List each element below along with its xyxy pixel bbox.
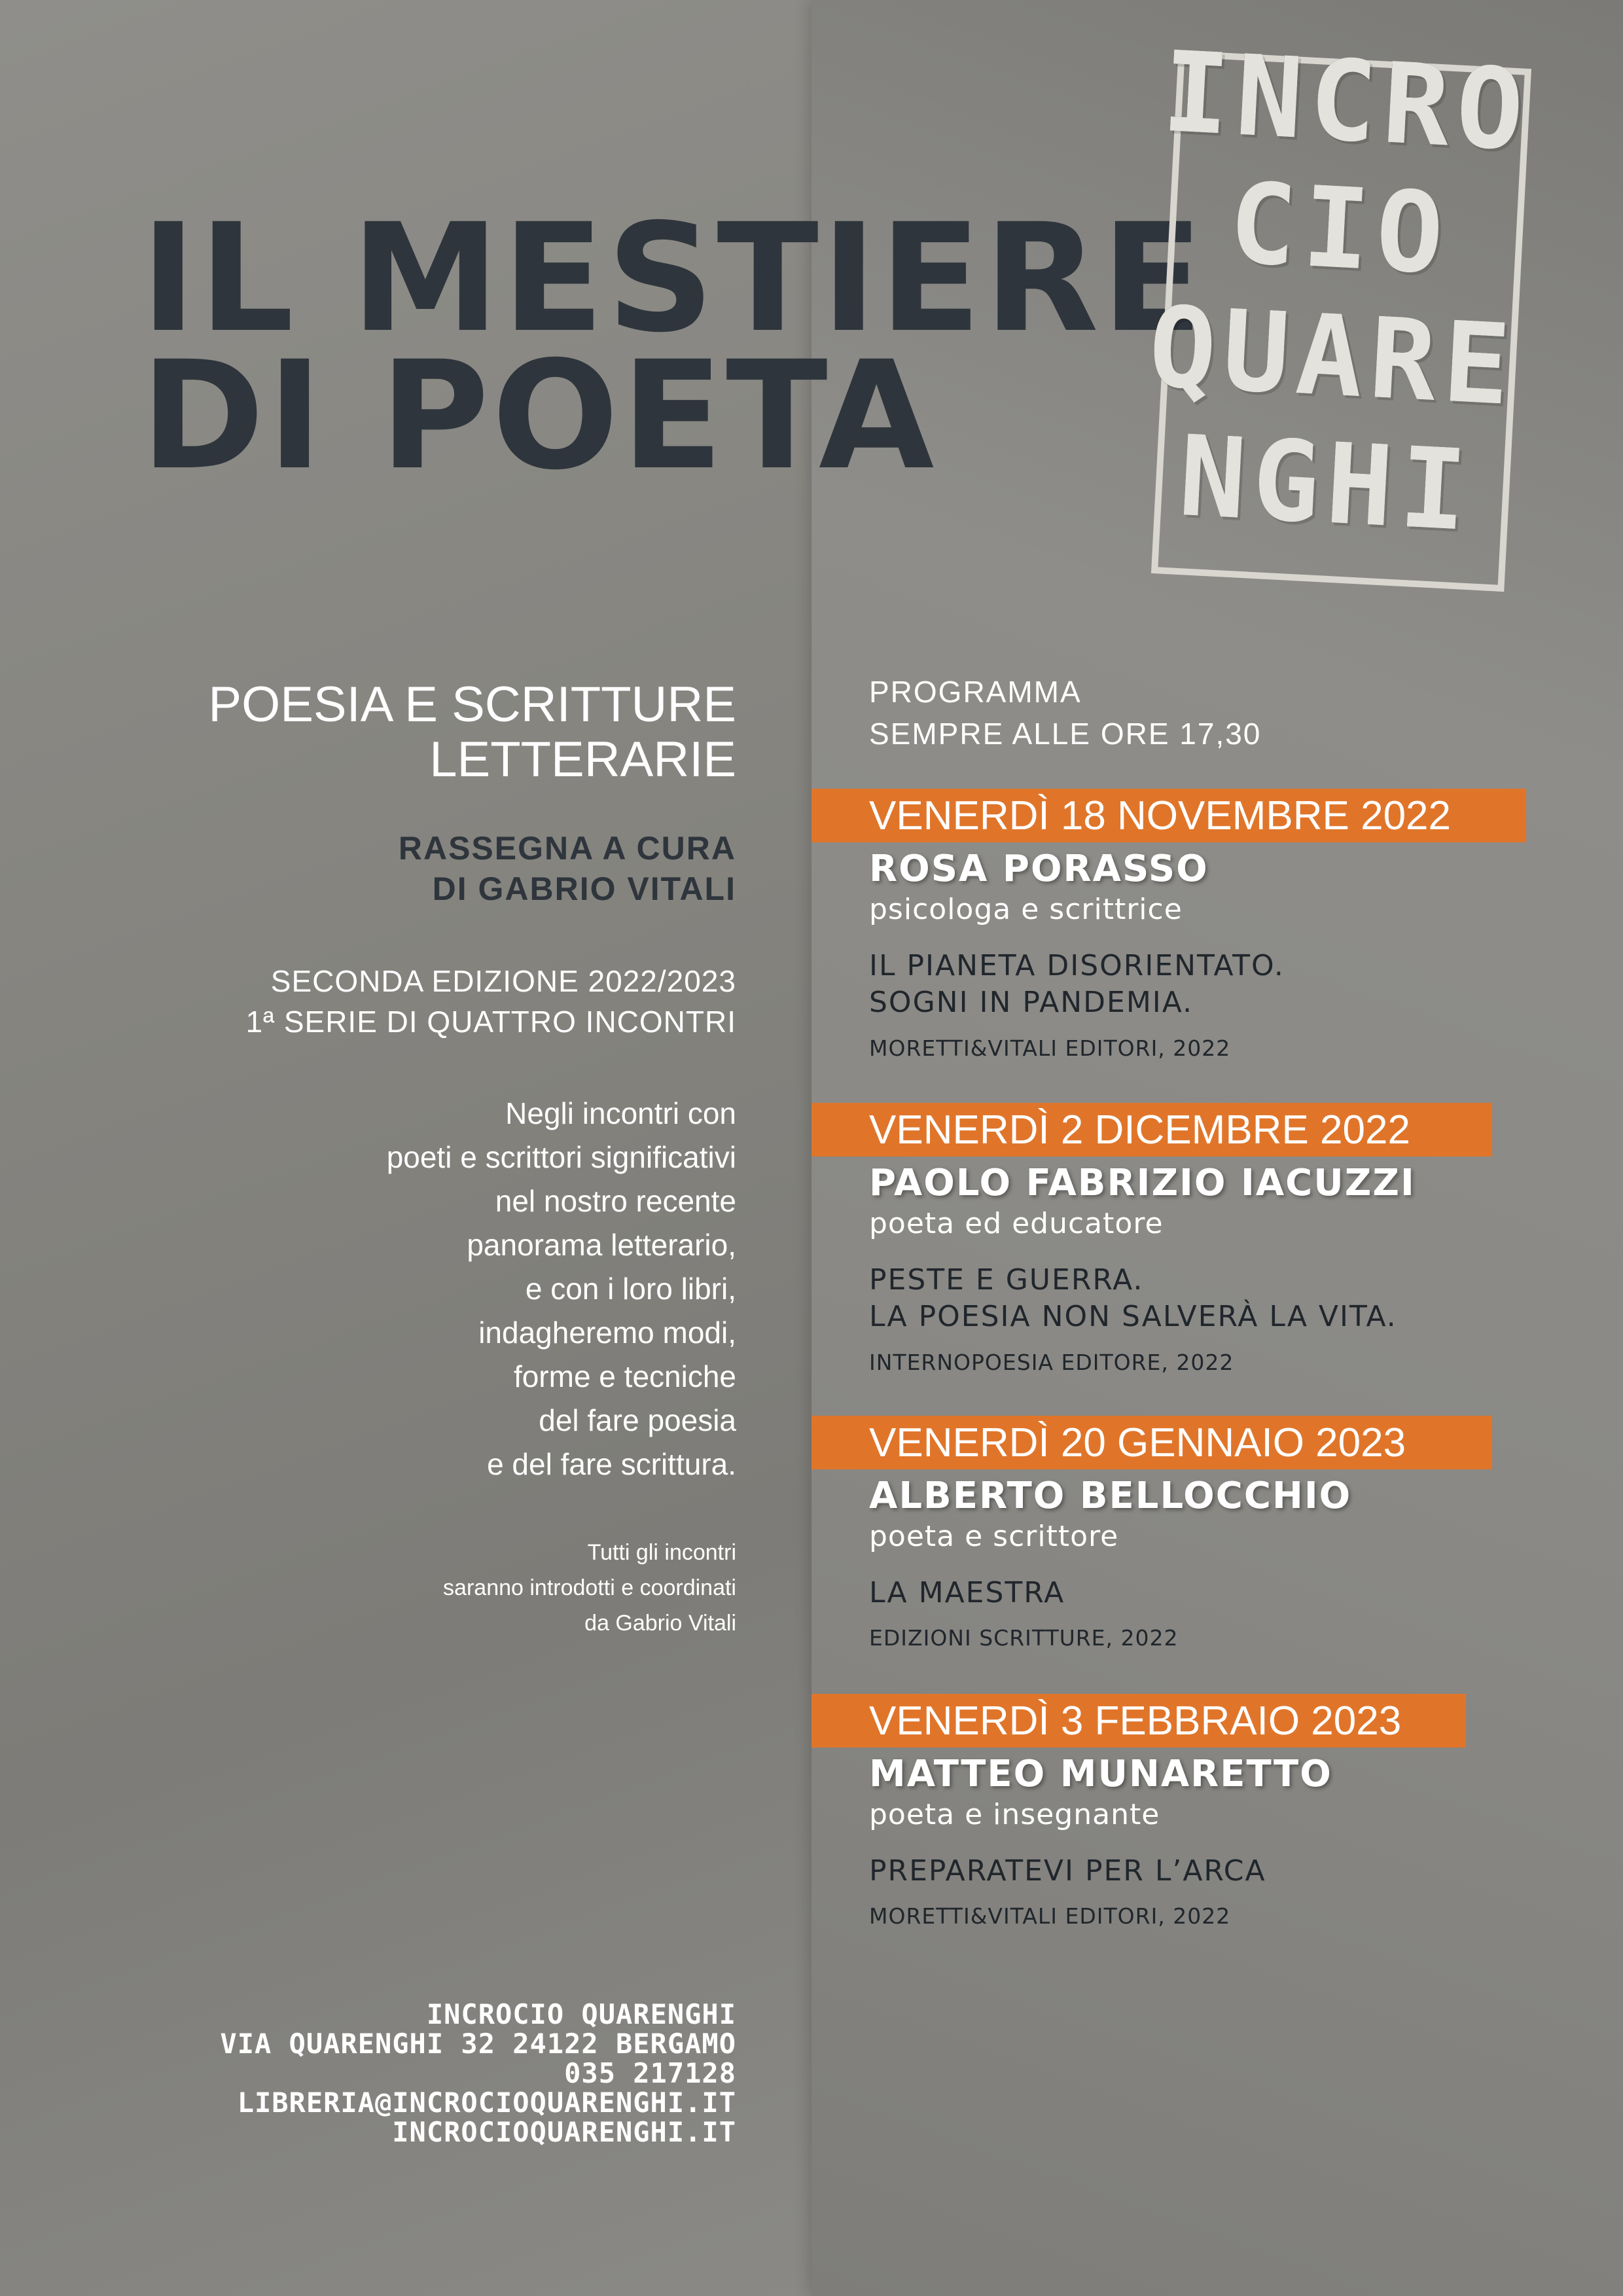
contact-website[interactable]: INCROCIOQUARENGHI.IT xyxy=(392,2116,736,2148)
description-line: panorama letterario, xyxy=(467,1228,736,1262)
event-speaker: MATTEO MUNARETTO xyxy=(869,1753,1332,1795)
event-speaker-role: psicologa e scrittrice xyxy=(869,893,1183,926)
edition-line-2: 1ª SERIE DI QUATTRO INCONTRI xyxy=(245,1005,736,1039)
event-publisher: MORETTI&VITALI EDITORI, 2022 xyxy=(869,1035,1231,1061)
event-book-title-line-1: IL PIANETA DISORIENTATO. xyxy=(869,949,1285,982)
event-speaker-role: poeta e insegnante xyxy=(869,1798,1160,1831)
logo-line-1: INCRO xyxy=(1159,27,1533,177)
edition-line-1: SECONDA EDIZIONE 2022/2023 xyxy=(270,964,736,998)
event-book-title-line-2: SOGNI IN PANDEMIA. xyxy=(869,986,1194,1019)
contact-phone[interactable]: 035 217128 xyxy=(564,2057,736,2089)
event-speaker-role: poeta ed educatore xyxy=(869,1207,1164,1240)
note-line: da Gabrio Vitali xyxy=(584,1611,736,1636)
program-heading xyxy=(869,671,1261,755)
curator xyxy=(399,828,736,909)
incrocio-quarenghi-logo xyxy=(1111,9,1560,619)
subtitle xyxy=(208,677,736,787)
event-speaker-role: poeta e scrittore xyxy=(869,1520,1119,1553)
event-book-title: LA MAESTRA xyxy=(869,1576,1065,1609)
note-line: Tutti gli incontri xyxy=(587,1540,736,1565)
coordination-note xyxy=(443,1535,736,1641)
contact-email[interactable]: LIBRERIA@INCROCIOQUARENGHI.IT xyxy=(237,2087,736,2119)
description-line: e con i loro libri, xyxy=(525,1272,736,1306)
curator-line-1: RASSEGNA A CURA xyxy=(398,830,736,867)
event-publisher: EDIZIONI SCRITTURE, 2022 xyxy=(869,1625,1179,1651)
program-title: PROGRAMMA xyxy=(869,675,1082,709)
description-line: e del fare scrittura. xyxy=(487,1447,736,1481)
logo-line-3: QUARE xyxy=(1145,282,1520,431)
event-book-title: PREPARATEVI PER L’ARCA xyxy=(869,1854,1266,1888)
event-book-title-line-2: LA POESIA NON SALVERÀ LA VITA. xyxy=(869,1300,1397,1333)
poster-title xyxy=(141,191,1206,503)
title-line-2: DI POETA xyxy=(141,329,937,503)
contact-name: INCROCIO QUARENGHI xyxy=(426,1998,736,2030)
description-line: poeti e scrittori significativi xyxy=(386,1140,736,1174)
event-speaker: PAOLO FABRIZIO IACUZZI xyxy=(869,1162,1416,1204)
event-date: VENERDÌ 3 FEBBRAIO 2023 xyxy=(869,1698,1402,1744)
contact-address: VIA QUARENGHI 32 24122 BERGAMO xyxy=(220,2028,736,2060)
subtitle-line-1: POESIA E SCRITTURE xyxy=(208,677,736,732)
program-time: SEMPRE ALLE ORE 17,30 xyxy=(869,717,1262,751)
description-line: indagheremo modi, xyxy=(478,1316,736,1350)
event-speaker: ROSA PORASSO xyxy=(869,848,1209,890)
event-speaker: ALBERTO BELLOCCHIO xyxy=(869,1475,1352,1517)
curator-line-2: DI GABRIO VITALI xyxy=(432,870,736,907)
logo-line-4: NGHI xyxy=(1175,412,1476,557)
event-publisher: INTERNOPOESIA EDITORE, 2022 xyxy=(869,1350,1234,1375)
event-publisher: MORETTI&VITALI EDITORI, 2022 xyxy=(869,1903,1231,1929)
event-date: VENERDÌ 18 NOVEMBRE 2022 xyxy=(869,793,1452,838)
subtitle-line-2: LETTERARIE xyxy=(429,732,736,787)
description xyxy=(387,1092,736,1486)
description-line: nel nostro recente xyxy=(495,1184,736,1218)
note-line: saranno introdotti e coordinati xyxy=(443,1575,736,1600)
description-line: Negli incontri con xyxy=(505,1096,736,1130)
event-date: VENERDÌ 2 DICEMBRE 2022 xyxy=(869,1107,1410,1153)
event-book-title-line-1: PESTE E GUERRA. xyxy=(869,1263,1144,1297)
description-line: forme e tecniche xyxy=(513,1359,736,1393)
edition-info xyxy=(245,961,736,1042)
logo-line-2: CIO xyxy=(1226,158,1454,300)
contact-block xyxy=(220,2000,736,2147)
event-date: VENERDÌ 20 GENNAIO 2023 xyxy=(869,1420,1406,1465)
description-line: del fare poesia xyxy=(539,1403,736,1437)
title-line-1: IL MESTIERE xyxy=(141,191,1206,365)
